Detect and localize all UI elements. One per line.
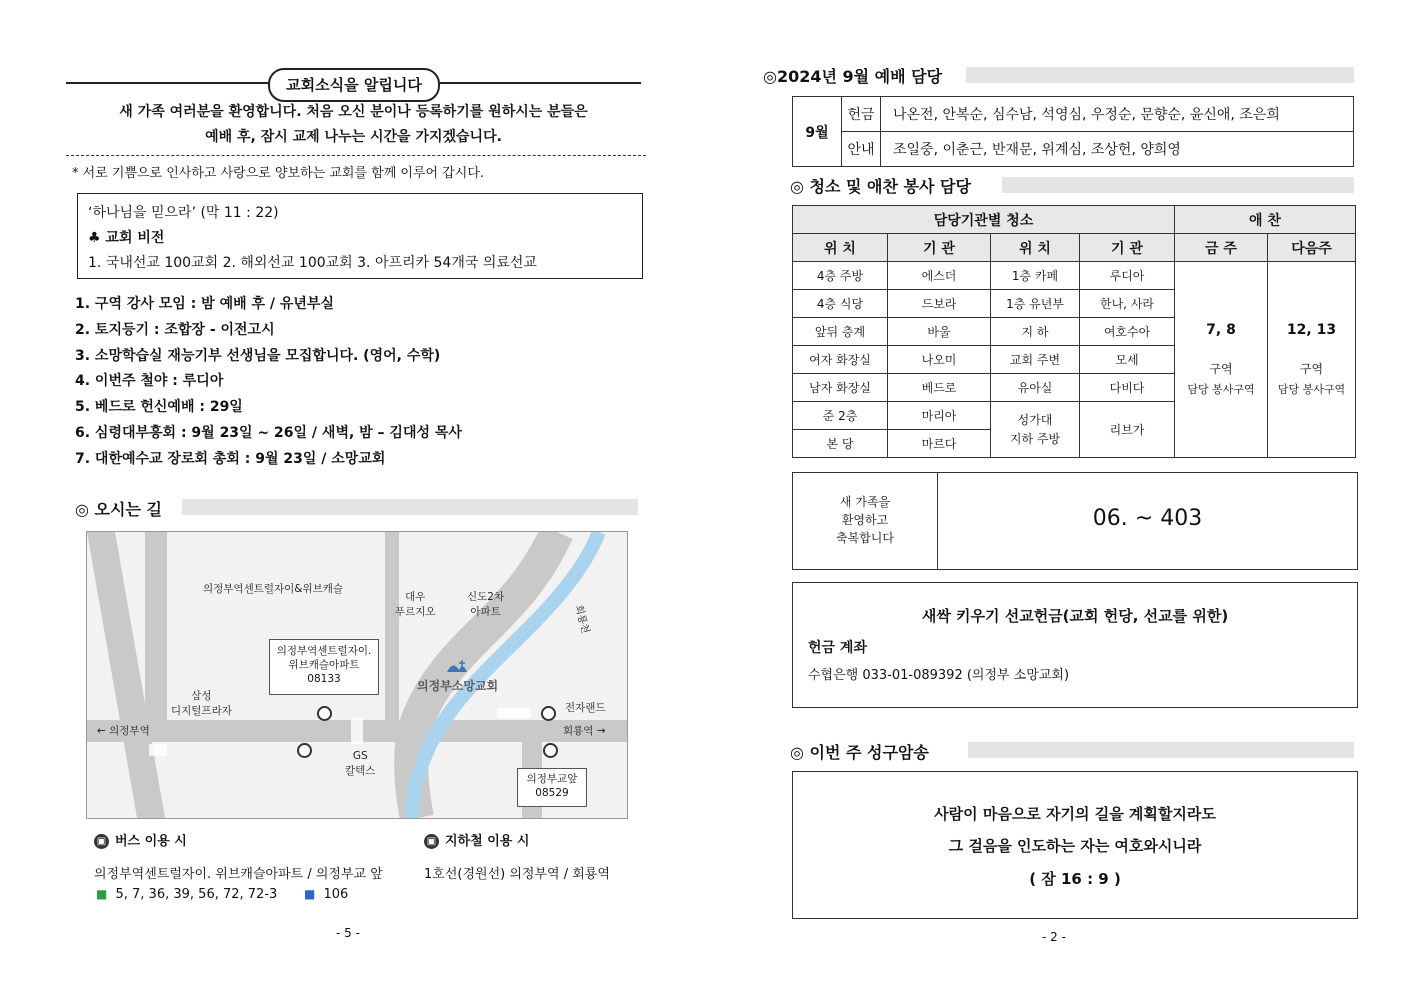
table-cell: 에스더 — [888, 262, 991, 290]
divider — [66, 155, 646, 156]
bus-blue-routes — [304, 887, 348, 902]
duty-role: 헌금 — [842, 97, 881, 132]
new-family-label-cell — [793, 473, 938, 569]
duty-names: 나온전, 안복순, 심수남, 석영심, 우정순, 문향순, 윤신애, 조은희 — [881, 97, 1354, 132]
map-label-gs: GS 칼텍스 — [345, 750, 376, 777]
aechan-header: 애 찬 — [1175, 206, 1356, 234]
this-week-groups: 7, 8 — [1206, 322, 1236, 338]
table-cell: 남자 화장실 — [793, 374, 888, 402]
bus-stop-icon — [297, 743, 312, 758]
welcome-line-1: 새 가족 여러분을 환영합니다. 처음 오신 분이나 등록하기를 원하시는 분들은 — [119, 104, 588, 120]
subway-text: 1호선(경원선) 의정부역 / 회룡역 — [424, 867, 610, 882]
green-bus-numbers: 5, 7, 36, 39, 56, 72, 72-3 — [115, 887, 278, 902]
news-item: 1. 구역 강사 모임 : 밤 예배 후 / 유년부실 — [75, 296, 334, 312]
directions-title: ◎ 오시는 길 — [75, 500, 162, 519]
col-header: 위 치 — [991, 234, 1080, 262]
welcome-line-2: 예배 후, 잠시 교제 나누는 시간을 가지겠습니다. — [205, 129, 502, 145]
bus-stop-icon — [317, 706, 332, 721]
subway-title: 지하철 이용 시 — [445, 834, 530, 849]
new-family-label: 새 가족을 환영하고 축복합니다 — [836, 495, 894, 545]
bus-section-title — [94, 830, 187, 849]
offering-account-label: 헌금 계좌 — [808, 640, 867, 656]
table-cell: 베드로 — [888, 374, 991, 402]
table-cell: 다비다 — [1080, 374, 1175, 402]
col-header: 다음주 — [1268, 234, 1356, 262]
table-cell: 모세 — [1080, 346, 1175, 374]
section-bar — [182, 499, 638, 515]
news-item: 6. 심령대부흥회 : 9월 23일 ~ 26일 / 새벽, 밤 – 김대성 목사 — [75, 424, 462, 441]
duty-role: 안내 — [842, 132, 881, 167]
table-cell: 앞뒤 층계 — [793, 318, 888, 346]
map-label-uijeongbu-station: ← 의정부역 — [97, 725, 150, 737]
offering-box — [792, 582, 1358, 708]
table-cell: 1층 유년부 — [991, 290, 1080, 318]
table-cell: 바울 — [888, 318, 991, 346]
church-logo-icon — [445, 658, 469, 674]
table-cell: 유아실 — [991, 374, 1080, 402]
map-label-church: 의정부소망교회 — [417, 679, 499, 693]
vision-text: 1. 국내선교 100교회 2. 해외선교 100교회 3. 아프리카 54개국 의료선교 — [88, 255, 537, 271]
table-cell: 1층 카페 — [991, 262, 1080, 290]
map-label-daewoo: 대우 푸르지오 — [395, 591, 436, 618]
bus-title: 버스 이용 시 — [115, 834, 187, 849]
new-family-value: 06. ~ 403 — [1092, 506, 1203, 531]
bus-stop-text: 의정부역센트럴자이. 위브캐슬아파트 / 의정부교 앞 — [94, 867, 383, 882]
table-cell: 4층 주방 — [793, 262, 888, 290]
cleaning-title: ◎ 청소 및 애찬 봉사 담당 — [790, 177, 971, 196]
new-family-box — [792, 472, 1358, 570]
bus-stop-icon — [541, 706, 556, 721]
group-sub: 담당 봉사구역 — [1277, 383, 1346, 396]
memory-reference: ( 잠 16 : 9 ) — [1029, 870, 1121, 888]
group-label: 구역 — [1299, 362, 1324, 376]
map-label-stream: 회룡천 — [572, 604, 591, 635]
cleaning-header: 담당기관별 청소 — [793, 206, 1175, 234]
col-header: 기 관 — [888, 234, 991, 262]
blue-bus-icon: ■ — [304, 887, 316, 901]
news-item: 7. 대한예수교 장로회 총회 : 9월 23일 / 소망교회 — [75, 450, 386, 467]
page-number-left: - 5 - — [336, 926, 360, 940]
bus-icon: ▣ — [94, 834, 109, 849]
col-header: 금 주 — [1175, 234, 1268, 262]
table-cell: 준 2층 — [793, 402, 888, 430]
news-item: 4. 이번주 철야 : 루디아 — [75, 373, 224, 390]
col-header: 위 치 — [793, 234, 888, 262]
table-cell: 나오미 — [888, 346, 991, 374]
group-label: 구역 — [1209, 362, 1233, 376]
col-header: 기 관 — [1080, 234, 1175, 262]
news-item: 3. 소망학습실 재능기부 선생님을 모집합니다. (영어, 수학) — [75, 347, 441, 364]
bus-green-routes — [96, 887, 277, 902]
table-cell: 여자 화장실 — [793, 346, 888, 374]
offering-title: 새싹 키우기 선교헌금(교회 헌당, 선교를 위한) — [921, 607, 1229, 625]
section-bar — [966, 67, 1354, 83]
duty-names: 조일중, 이춘근, 반재문, 위계심, 조상헌, 양희영 — [881, 132, 1354, 167]
vision-title: ♣ 교회 비전 — [88, 230, 165, 246]
table-cell: 본 당 — [793, 430, 888, 458]
table-cell: 4층 식당 — [793, 290, 888, 318]
news-item: 5. 베드로 헌신예배 : 29일 — [75, 399, 243, 416]
verse-box — [77, 193, 643, 279]
memory-verse-box — [792, 771, 1358, 919]
page-number-right: - 2 - — [1042, 930, 1066, 944]
table-cell: 마르다 — [888, 430, 991, 458]
duty-title: ◎2024년 9월 예배 담당 — [763, 67, 943, 86]
duty-table — [792, 96, 1354, 167]
verse-text: ‘하나님을 믿으라’ (막 11 : 22) — [88, 205, 279, 221]
location-map — [86, 531, 628, 819]
next-week-groups: 12, 13 — [1286, 322, 1337, 338]
table-cell: 한나, 사라 — [1080, 290, 1175, 318]
green-bus-icon: ■ — [96, 887, 108, 901]
subway-icon: ▣ — [424, 834, 439, 849]
next-week-cell — [1268, 262, 1356, 458]
this-week-cell — [1175, 262, 1268, 458]
greeting-note: * 서로 기쁨으로 인사하고 사랑으로 양보하는 교회를 함께 이루어 갑시다. — [72, 166, 485, 181]
map-label-sindo: 신도2차 아파트 — [467, 591, 505, 618]
bus-stop-box-1: 의정부역센트럴자이. 위브캐슬아파트 08133 — [269, 639, 379, 695]
map-label-hoeryong-station: 회룡역 → — [563, 725, 606, 737]
news-list — [75, 292, 462, 473]
map-label-electroland: 전자랜드 — [565, 702, 606, 714]
table-cell: 교회 주변 — [991, 346, 1080, 374]
table-cell: 성가대 지하 주방 — [991, 402, 1080, 458]
group-sub: 담당 봉사구역 — [1187, 383, 1255, 396]
offering-account: 수협은행 033-01-089392 (의정부 소망교회) — [808, 668, 1070, 683]
memory-line-1: 사람이 마음으로 자기의 길을 계획할지라도 — [934, 805, 1216, 823]
duty-month: 9월 — [793, 97, 842, 167]
news-item: 2. 토지등기 : 조합장 - 이전고시 — [75, 321, 275, 338]
news-title: 교회소식을 알립니다 — [268, 68, 440, 102]
table-cell: 마리아 — [888, 402, 991, 430]
cleaning-table — [792, 205, 1356, 458]
blue-bus-numbers: 106 — [323, 887, 349, 902]
memory-line-2: 그 걸음을 인도하는 자는 여호와시니라 — [948, 837, 1202, 855]
subway-section-title — [424, 830, 529, 849]
map-label-samsung: 삼성 디지털프라자 — [171, 690, 232, 717]
section-bar — [968, 742, 1354, 758]
table-cell: 여호수아 — [1080, 318, 1175, 346]
table-cell: 지 하 — [991, 318, 1080, 346]
map-label-centreville: 의정부역센트럴자이&위브캐슬 — [203, 583, 344, 595]
table-cell: 드보라 — [888, 290, 991, 318]
table-cell: 리브가 — [1080, 402, 1175, 458]
bus-stop-box-2: 의정부교앞 08529 — [517, 768, 587, 807]
table-cell: 루디아 — [1080, 262, 1175, 290]
section-bar — [1002, 177, 1354, 193]
memory-title: ◎ 이번 주 성구암송 — [790, 743, 929, 762]
bus-stop-icon — [543, 743, 558, 758]
